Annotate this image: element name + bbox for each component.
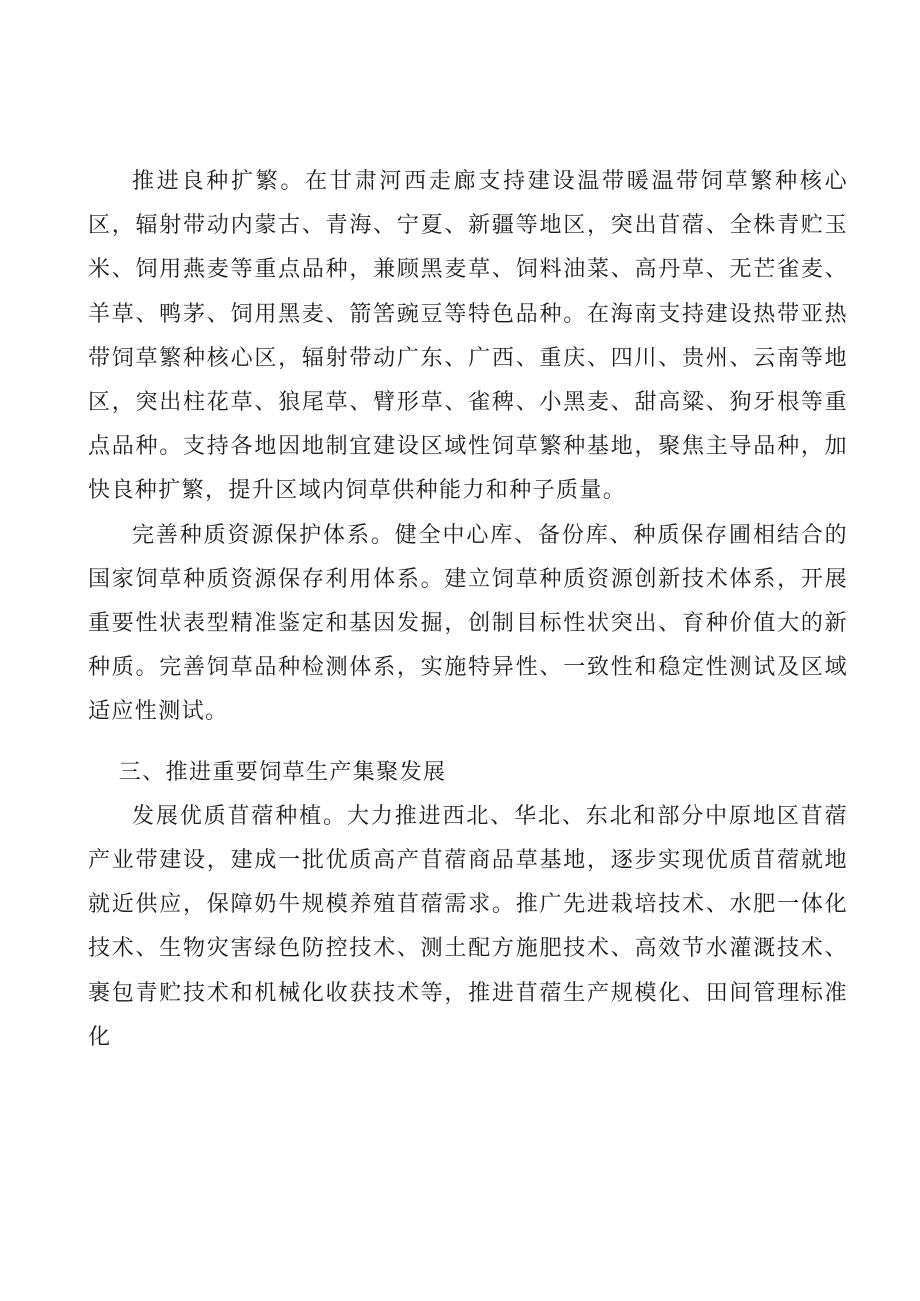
paragraph-seed-propagation: 推进良种扩繁。在甘肃河西走廊支持建设温带暖温带饲草繁种核心区，辐射带动内蒙古、青海、宁夏、新疆等地区，突出苜蓿、全株青贮玉米、饲用燕麦等重点品种，兼顾黑麦草、饲料油菜、高丹草、无芒雀麦、羊草、鸭茅、饲用黑麦、箭筈豌豆等特色品种。在海南支持建设热带亚热带饲草繁种核心区，辐射带动广东、广西、重庆、四川、贵州、云南等地区，突出柱花草、狼尾草、臂形草、雀稗、小黑麦、甜高粱、狗牙根等重点品种。支持各地因地制宜建设区域性饲草繁种基地，聚焦主导品种，加快良种扩繁，提升区域内饲草供种能力和种子质量。 <box>88 169 848 504</box>
paragraph-alfalfa-planting: 发展优质苜蓿种植。大力推进西北、华北、东北和部分中原地区苜蓿产业带建设，建成一批优质高产苜蓿商品草基地，逐步实现优质苜蓿就地就近供应，保障奶牛规模养殖苜蓿需求。推广先进栽培技术、水肥一体化技术、生物灾害绿色防控技术、测土配方施肥技术、高效节水灌溉技术、裹包青贮技术和机械化收获技术等，推进苜蓿生产规模化、田间管理标准化 <box>88 803 848 1050</box>
section-heading: 三、推进重要饲草生产集聚发展 <box>118 759 447 785</box>
paragraph-germplasm-protection: 完善种质资源保护体系。健全中心库、备份库、种质保存圃相结合的国家饲草种质资源保存利用体系。建立饲草种质资源创新技术体系，开展重要性状表型精准鉴定和基因发掘，创制目标性状突出、育种价值大的新种质。完善饲草品种检测体系，实施特异性、一致性和稳定性测试及区域适应性测试。 <box>88 522 848 725</box>
document-body <box>88 160 848 1060</box>
